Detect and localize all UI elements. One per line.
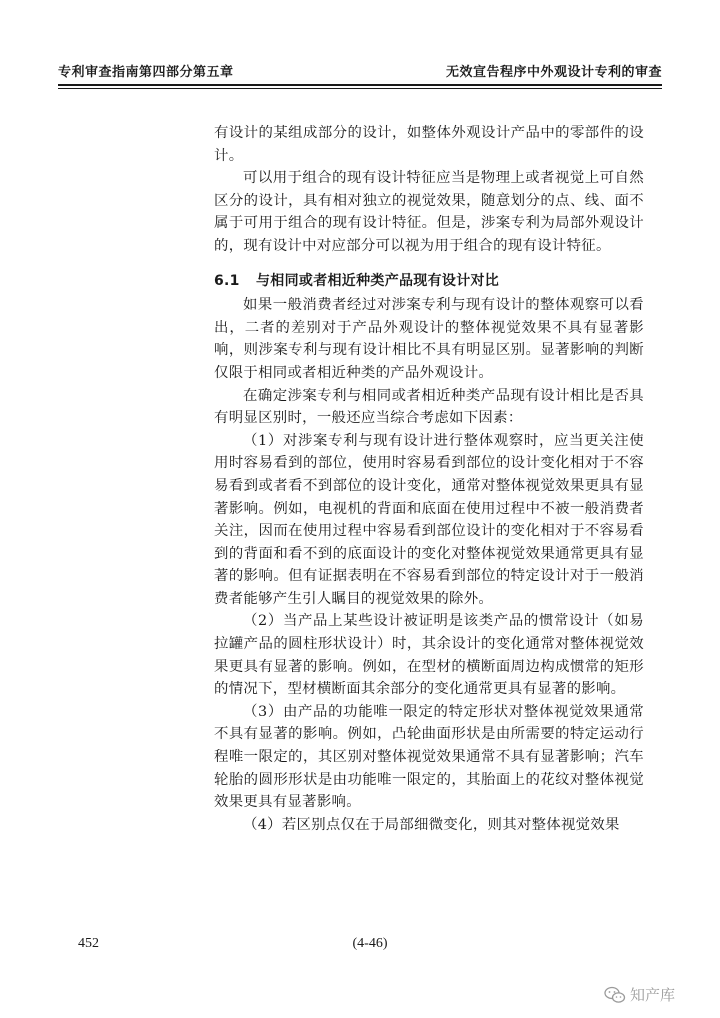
wechat-icon <box>604 986 626 1004</box>
header-topic: 无效宣告程序中外观设计专利的审查 <box>445 65 662 80</box>
header-rule-thick <box>58 84 662 86</box>
paragraph: 在确定涉案专利与相同或者相近种类产品现有设计相比是否具有明显区别时，一般还应当综合考虑如下因素： <box>214 387 644 427</box>
paragraph: （1）对涉案专利与现有设计进行整体观察时，应当更关注使用时容易看到的部位，使用时容易看到部位的设计变化相对于不容易看到或者看不到部位的设计变化，通常对整体视觉效果更具有显著影响。例如，电视机的背面和底面在使用过程中不被一般消费者关注，因而在使用过程中容易看到部位设计的变化相对于不容易看到的背面和看不到的底面设计的变化对整体视觉效果通常更具有显著的影响。但有证据表明在不容易看到部位的特定设计对于一般消费者能够产生引人瞩目的视觉效果的除外。 <box>214 432 644 607</box>
header-chapter: 专利审查指南第四部分第五章 <box>58 65 234 80</box>
page-number: 452 <box>78 936 99 951</box>
section-title: 与相同或者相近种类产品现有设计对比 <box>256 272 500 289</box>
body-text <box>214 122 644 836</box>
running-header <box>58 54 662 80</box>
section-heading <box>214 270 644 293</box>
paragraph: 有设计的某组成部分的设计，如整体外观设计产品中的零部件的设计。 <box>214 125 644 164</box>
watermark-text: 知产库 <box>630 986 676 1004</box>
paragraph: （2）当产品上某些设计被证明是该类产品的惯常设计（如易拉罐产品的圆柱形状设计）时，其余设计的变化通常对整体视觉效果更具有显著的影响。例如，在型材的横断面周边构成惯常的矩形的情况下，型材横断面其余部分的变化通常更具有显著的影响。 <box>214 613 644 698</box>
paragraph: （3）由产品的功能唯一限定的特定形状对整体视觉效果通常不具有显著的影响。例如，凸轮曲面形状是由所需要的特定运动行程唯一限定的，其区别对整体视觉效果通常不具有显著影响；汽车轮胎的圆形形状是由功能唯一限定的，其胎面上的花纹对整体视觉效果更具有显著影响。 <box>214 703 644 811</box>
paragraph: 可以用于组合的现有设计特征应当是物理上或者视觉上可自然区分的设计，具有相对独立的视觉效果，随意划分的点、线、面不属于可用于组合的现有设计特征。但是，涉案专利为局部外观设计的，现有设计中对应部分可以视为用于组合的现有设计特征。 <box>214 170 644 254</box>
paragraph: 如果一般消费者经过对涉案专利与现有设计的整体观察可以看出，二者的差别对于产品外观设计的整体视觉效果不具有显著影响，则涉案专利与现有设计相比不具有明显区别。显著影响的判断仅限于相同或者相近种类的产品外观设计。 <box>214 297 644 381</box>
section-page-number: (4-46) <box>352 936 388 951</box>
header-rule-thin <box>58 88 662 89</box>
watermark <box>604 984 675 1005</box>
paragraph: （4）若区别点仅在于局部细微变化，则其对整体视觉效果 <box>243 816 620 833</box>
section-number: 6.1 <box>214 272 240 289</box>
